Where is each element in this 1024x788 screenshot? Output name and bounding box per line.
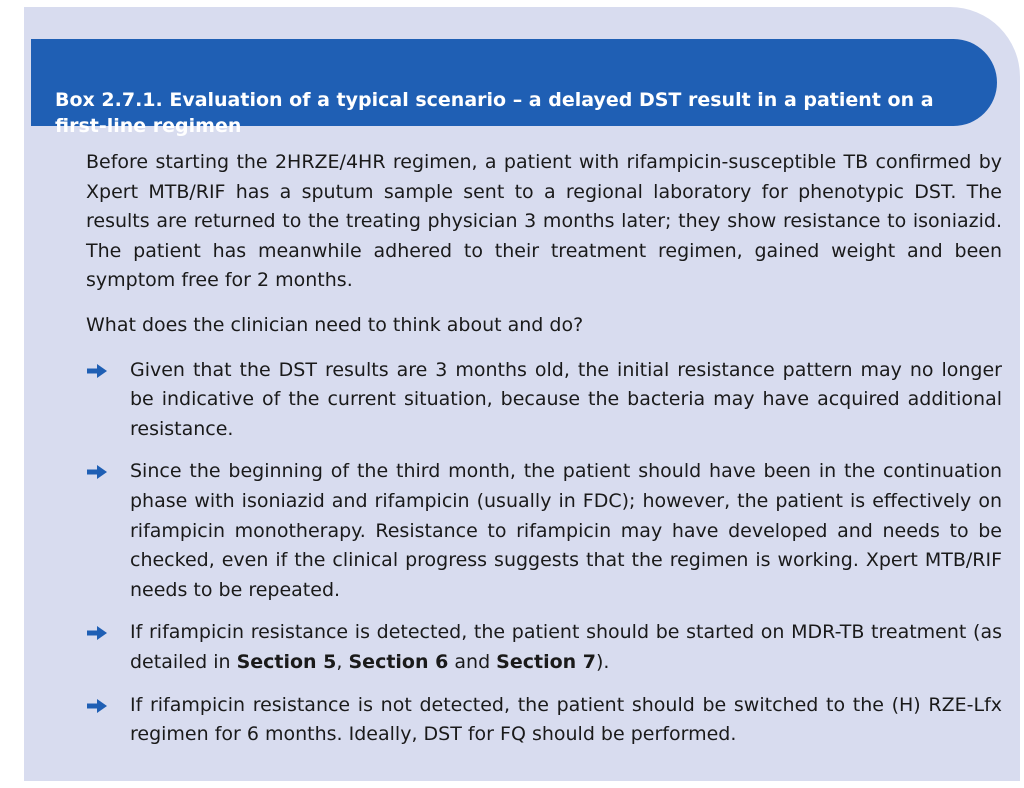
arrow-right-icon bbox=[86, 464, 108, 480]
section-6-link[interactable]: Section 6 bbox=[348, 650, 449, 673]
arrow-right-icon bbox=[86, 625, 108, 641]
section-7-link[interactable]: Section 7 bbox=[496, 650, 597, 673]
arrow-right-icon bbox=[86, 363, 108, 379]
box-header bbox=[31, 39, 997, 137]
list-item bbox=[86, 618, 1002, 677]
list-item bbox=[86, 691, 1002, 750]
intro-paragraph: Before starting the 2HRZE/4HR regimen, a patient with rifampicin-susceptible TB confirmed by Xpert MTB/RIF has a sputum sample sent to a regional laboratory for phenotypic DST. The results are returned to the treating physician 3 months later; they show resistance to isoniazid. The patient has meanwhile adhered to their treatment regimen, gained weight and been symptom free for 2 months. bbox=[86, 151, 1002, 292]
list-item bbox=[86, 457, 1002, 605]
box-content bbox=[86, 148, 1002, 750]
arrow-right-icon bbox=[86, 698, 108, 714]
separator: , bbox=[336, 650, 349, 673]
box-panel bbox=[24, 7, 1020, 781]
bullet-list bbox=[86, 356, 1002, 750]
bullet-text: If rifampicin resistance is not detected, the patient should be switched to the (H) RZE-Lfx regimen for 6 months. Ideally, DST for FQ should be performed. bbox=[130, 693, 1002, 746]
separator: and bbox=[448, 650, 497, 673]
question-text: What does the clinician need to think about and do? bbox=[86, 313, 584, 336]
box-title: Box 2.7.1. Evaluation of a typical scenario – a delayed DST result in a patient on a first-line regimen bbox=[55, 89, 934, 137]
bullet-text: Given that the DST results are 3 months old, the initial resistance pattern may no longer be indicative of the current situation, because the bacteria may have acquired additional resistance. bbox=[130, 358, 1002, 440]
bullet-text: Since the beginning of the third month, the patient should have been in the continuation phase with isoniazid and rifampicin (usually in FDC); however, the patient is effectively on rifampicin monotherapy. Resistance to rifampicin may have developed and needs to be checked, even if the clinical progress suggests that the regimen is working. Xpert MTB/RIF needs to be repeated. bbox=[130, 460, 1002, 601]
section-5-link[interactable]: Section 5 bbox=[236, 650, 337, 673]
bullet-text-before: If rifampicin resistance is detected, the patient should be started on MDR-TB treatment (as detailed in bbox=[130, 621, 1002, 673]
bullet-text-after: ). bbox=[596, 650, 610, 673]
list-item bbox=[86, 356, 1002, 445]
